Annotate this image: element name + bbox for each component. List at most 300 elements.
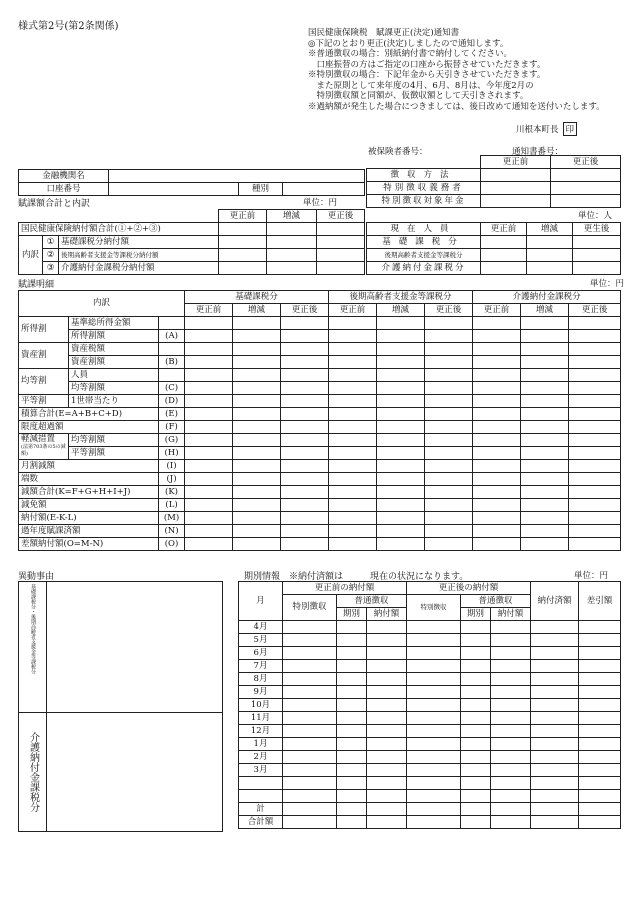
bank-table [18,169,365,196]
month-cell [367,686,407,699]
detail-table [18,290,621,551]
row-label: 過年度賦課済額 [19,525,159,538]
month-label: 合計額 [239,816,283,829]
month-cell [407,790,461,803]
special-header: 特別徴収 [283,595,337,621]
month-cell [407,660,461,673]
month-cell [337,738,367,751]
period-table [238,581,621,829]
sub-header: 増減 [377,304,425,317]
change-table [18,581,223,832]
month-cell [491,621,531,634]
month-cell [407,712,461,725]
month-cell [283,686,337,699]
row-label: 限度超過額 [19,421,159,434]
month-cell [579,686,621,699]
notice-line: 特別徴収額と同額が、仮徴収額として天引きされます。 [308,91,529,101]
people-row-label: 介護納付金課税分 [367,262,481,275]
period-note: ※納付済額は 現在の状況になります。 [289,572,469,582]
row-code [159,317,185,330]
special-header: 更正前 [481,156,551,169]
month-cell [283,764,337,777]
item-number: ① [43,236,59,249]
month-cell [367,673,407,686]
notice-line: ※特別徴収の場合：下記年金から天引きさせていただきます。 [308,70,546,80]
month-cell [337,751,367,764]
month-label: 7月 [239,660,283,673]
month-row [239,725,621,738]
diff-header: 差引額 [579,582,621,621]
table-row [19,460,621,473]
term-header: 期別 [337,608,367,621]
month-cell [407,816,461,829]
month-cell [283,673,337,686]
people-header: 更生後 [573,223,621,236]
month-cell [579,673,621,686]
notice-title: 国民健康保険税 賦課更正(決定)通知書 [308,28,460,38]
item-label: 基礎課税分納付額 [59,236,219,249]
month-cell [491,634,531,647]
month-cell [461,660,491,673]
term-header: 期別 [461,608,491,621]
month-row [239,686,621,699]
month-cell [461,621,491,634]
month-cell [367,647,407,660]
special-row-label: 特別徴収対象年金 [367,195,481,208]
month-row [239,803,621,816]
row-code [159,369,185,382]
month-cell [531,699,579,712]
reduction-cell [19,434,69,460]
sub-header: 更正前 [329,304,377,317]
month-row [239,712,621,725]
sub-header: 増減 [233,304,281,317]
month-label: 6月 [239,647,283,660]
month-cell [337,621,367,634]
row-category: 資産割 [19,343,69,369]
row-label: 基準総所得金額 [69,317,159,330]
month-cell [461,803,491,816]
notice-line: また原則として来年度の4月、6月、8月は、今年度2月の [308,80,534,91]
month-cell [461,647,491,660]
month-cell [367,751,407,764]
row-code: (H) [159,447,185,460]
row-category: 軽減措置 [21,434,56,444]
row-category: 平等割 [19,395,69,408]
month-cell [579,699,621,712]
row-code: (E) [159,408,185,421]
month-cell [283,621,337,634]
detail-col-label: 内訳 [19,291,185,317]
summary-table [18,209,365,275]
month-cell [407,725,461,738]
month-label: 2月 [239,751,283,764]
row-label: 差額納付額(O=M-N) [19,538,159,551]
row-label: 減免額 [19,499,159,512]
month-cell [531,816,579,829]
paid-header: 納付済額 [531,582,579,621]
month-cell [337,790,367,803]
month-cell [407,686,461,699]
people-row-label: 現在人員 [367,223,481,236]
row-code: (D) [159,395,185,408]
month-cell [531,660,579,673]
month-cell [283,647,337,660]
row-code: (B) [159,356,185,369]
summary-header: 増減 [267,210,317,223]
item-number: ② [43,249,59,262]
change-left-value [47,582,223,713]
month-cell [531,764,579,777]
people-row-label: 基礎課税分 [367,236,481,249]
month-label: 計 [239,803,283,816]
month-cell [283,738,337,751]
row-code: (I) [159,460,185,473]
table-row [19,434,621,447]
table-row [19,473,621,486]
form-number: 様式第2号(第2条関係) [18,21,119,32]
notice-line: ※過納額が発生した場合につきましては、後日改めて通知を送付いたします。 [308,101,605,112]
bank-institution-value [109,170,365,183]
month-cell [461,738,491,751]
summary-total-label: 国民健康保険納付額合計(①+②+③) [19,223,219,236]
seal-stamp: 印 [563,122,578,136]
table-row [19,369,621,382]
row-code: (J) [159,473,185,486]
month-row [239,647,621,660]
month-cell [283,816,337,829]
row-label: 平等割額 [69,447,159,460]
month-row [239,738,621,751]
bank-institution-label: 金融機関名 [19,170,109,183]
month-label [239,790,283,803]
table-row [19,512,621,525]
summary-unit: 単位：円 [303,198,338,208]
month-cell [579,790,621,803]
month-row [239,777,621,790]
summary-title: 賦課額合計と内訳 [18,199,91,209]
row-category: 所得割 [19,317,69,343]
month-cell [407,803,461,816]
month-cell [579,751,621,764]
month-label: 8月 [239,673,283,686]
notice-line: 口座振替の方はご指定の口座から振替させていただきます。 [308,59,546,70]
month-cell [367,803,407,816]
month-cell [283,660,337,673]
row-label: 人員 [69,369,159,382]
row-label: 資産税額 [69,343,159,356]
table-row [19,343,621,356]
month-cell [579,660,621,673]
month-cell [367,816,407,829]
month-cell [491,764,531,777]
table-row [19,421,621,434]
special-header: 特別徴収 [407,595,461,621]
bank-type-label: 種別 [239,183,283,196]
month-row [239,699,621,712]
row-label: 月割減額 [19,460,159,473]
month-cell [461,686,491,699]
row-label: 資産割額 [69,356,159,369]
month-label: 1月 [239,738,283,751]
month-cell [407,764,461,777]
table-row [19,382,621,395]
people-unit: 単位：人 [578,211,613,221]
row-label: 1世帯当たり [69,395,159,408]
month-cell [531,634,579,647]
special-collection-table [366,155,621,208]
detail-unit: 単位：円 [590,279,625,289]
month-cell [491,699,531,712]
summary-header: 更正前 [219,210,267,223]
month-cell [407,647,461,660]
item-label: 後期高齢者支援金等課税分納付額 [59,249,219,262]
month-cell [367,725,407,738]
detail-title: 賦課明細 [18,280,55,290]
month-cell [407,777,461,790]
month-cell [283,725,337,738]
month-cell [491,790,531,803]
month-cell [367,634,407,647]
month-cell [407,634,461,647]
detail-group-header: 基礎課税分 [185,291,329,304]
month-cell [531,621,579,634]
people-table [366,222,621,275]
row-code: (F) [159,421,185,434]
month-cell [461,712,491,725]
row-code: (A) [159,330,185,343]
after-header: 更正後の納付額 [407,582,531,595]
month-cell [337,764,367,777]
issuer [516,122,577,136]
month-cell [367,777,407,790]
month-cell [579,816,621,829]
notice-line: ◎下記のとおり更正(決定)しましたので通知します。 [308,38,509,49]
row-code: (M) [159,512,185,525]
month-cell [531,686,579,699]
row-code: (N) [159,525,185,538]
month-cell [283,751,337,764]
month-cell [531,777,579,790]
month-cell [579,712,621,725]
row-code: (L) [159,499,185,512]
row-code: (C) [159,382,185,395]
month-cell [337,660,367,673]
special-row-label: 徴収方法 [367,169,481,182]
row-category: 均等割 [19,369,69,395]
month-cell [491,660,531,673]
month-cell [579,621,621,634]
table-row [19,395,621,408]
month-cell [337,686,367,699]
change-title: 異動事由 [18,572,55,582]
change-care-label-cell [19,713,47,832]
change-care-value [47,713,223,832]
month-cell [337,816,367,829]
bank-type-value [283,183,365,196]
change-left-label-cell [19,582,47,713]
table-row [19,499,621,512]
table-row [19,486,621,499]
month-label: 5月 [239,634,283,647]
month-cell [531,751,579,764]
month-cell [579,725,621,738]
month-cell [491,647,531,660]
month-cell [531,803,579,816]
insured-number-label: 被保険者番号： [368,147,428,157]
bank-account-label: 口座番号 [19,183,109,196]
month-cell [579,764,621,777]
item-label: 介護納付金課税分納付額 [59,262,219,275]
detail-group-header: 後期高齢者支援金等課税分 [329,291,473,304]
row-label: 均等割額 [69,434,159,447]
row-label: 均等割額 [69,382,159,395]
breakdown-label: 内訳 [19,236,43,275]
month-cell [367,764,407,777]
month-cell [461,699,491,712]
month-cell [579,777,621,790]
month-row [239,621,621,634]
month-cell [461,777,491,790]
month-cell [579,634,621,647]
people-row-label: 後期高齢者支援金等課税分 [367,249,481,262]
month-cell [283,699,337,712]
row-label: 減額合計(K=F+G+H+I+J) [19,486,159,499]
month-cell [367,712,407,725]
issuer-name: 川根本町長 [516,125,559,135]
month-label: 12月 [239,725,283,738]
people-header: 更正前 [481,223,527,236]
month-cell [283,634,337,647]
month-cell [491,686,531,699]
month-cell [367,790,407,803]
sub-header: 更正後 [425,304,473,317]
notice-number-label: 通知書番号： [512,147,564,157]
month-cell [407,751,461,764]
month-cell [491,803,531,816]
table-row [19,538,621,551]
month-cell [407,738,461,751]
month-cell [283,803,337,816]
month-cell [337,699,367,712]
month-cell [579,647,621,660]
month-cell [461,673,491,686]
month-cell [283,777,337,790]
normal-header: 普通徴収 [337,595,407,608]
month-cell [531,790,579,803]
month-cell [491,725,531,738]
month-cell [367,660,407,673]
month-cell [367,621,407,634]
row-code [159,343,185,356]
table-row [19,525,621,538]
sub-header: 更正後 [569,304,621,317]
month-cell [367,738,407,751]
amount-header: 納付額 [367,608,407,621]
month-cell [283,790,337,803]
month-row [239,660,621,673]
month-cell [407,673,461,686]
row-label: 端数 [19,473,159,486]
period-title-text: 期別情報 [244,572,281,582]
period-unit: 単位：円 [574,571,609,581]
month-cell [531,712,579,725]
row-code: (O) [159,538,185,551]
month-cell [531,738,579,751]
month-cell [461,725,491,738]
row-label: 納付額(E-K-L) [19,512,159,525]
month-cell [491,738,531,751]
month-label: 4月 [239,621,283,634]
notice-block [308,28,605,112]
month-cell [407,699,461,712]
sub-header: 更正後 [281,304,329,317]
before-header: 更正前の納付額 [283,582,407,595]
month-cell [337,712,367,725]
month-cell [491,673,531,686]
row-code: (G) [159,434,185,447]
item-number: ③ [43,262,59,275]
table-row [19,408,621,421]
row-code: (K) [159,486,185,499]
month-cell [461,816,491,829]
month-cell [531,725,579,738]
month-label: 3月 [239,764,283,777]
month-row [239,816,621,829]
normal-header: 普通徴収 [461,595,531,608]
month-cell [491,751,531,764]
people-header: 増減 [527,223,573,236]
table-row [19,317,621,330]
change-left-label: 基礎課税分・後期高齢者支援金等課税分 [30,584,36,674]
month-label: 11月 [239,712,283,725]
sub-header: 更正前 [185,304,233,317]
month-header: 月 [239,582,283,621]
row-label: 積算合計(E=A+B+C+D) [19,408,159,421]
row-note: (法第703条の5の減額) [21,444,66,457]
table-row [19,356,621,369]
month-label [239,777,283,790]
notice-line: ※普通徴収の場合：別紙納付書で納付してください。 [308,49,513,59]
month-cell [461,751,491,764]
special-row-label: 特別徴収義務者 [367,182,481,195]
row-label: 所得割額 [69,330,159,343]
month-cell [337,777,367,790]
month-cell [337,673,367,686]
sub-header: 増減 [521,304,569,317]
month-row [239,790,621,803]
table-row [19,447,621,460]
month-cell [461,764,491,777]
month-row [239,673,621,686]
month-cell [461,634,491,647]
month-label: 9月 [239,686,283,699]
month-row [239,764,621,777]
month-cell [337,634,367,647]
month-cell [531,673,579,686]
month-cell [579,738,621,751]
month-label: 10月 [239,699,283,712]
change-care-label: 介護納付金課税分 [27,732,39,812]
month-cell [491,777,531,790]
month-cell [461,790,491,803]
detail-group-header: 介護納付金課税分 [473,291,621,304]
month-cell [337,803,367,816]
month-cell [283,712,337,725]
amount-header: 納付額 [491,608,531,621]
month-cell [337,647,367,660]
table-row [19,330,621,343]
